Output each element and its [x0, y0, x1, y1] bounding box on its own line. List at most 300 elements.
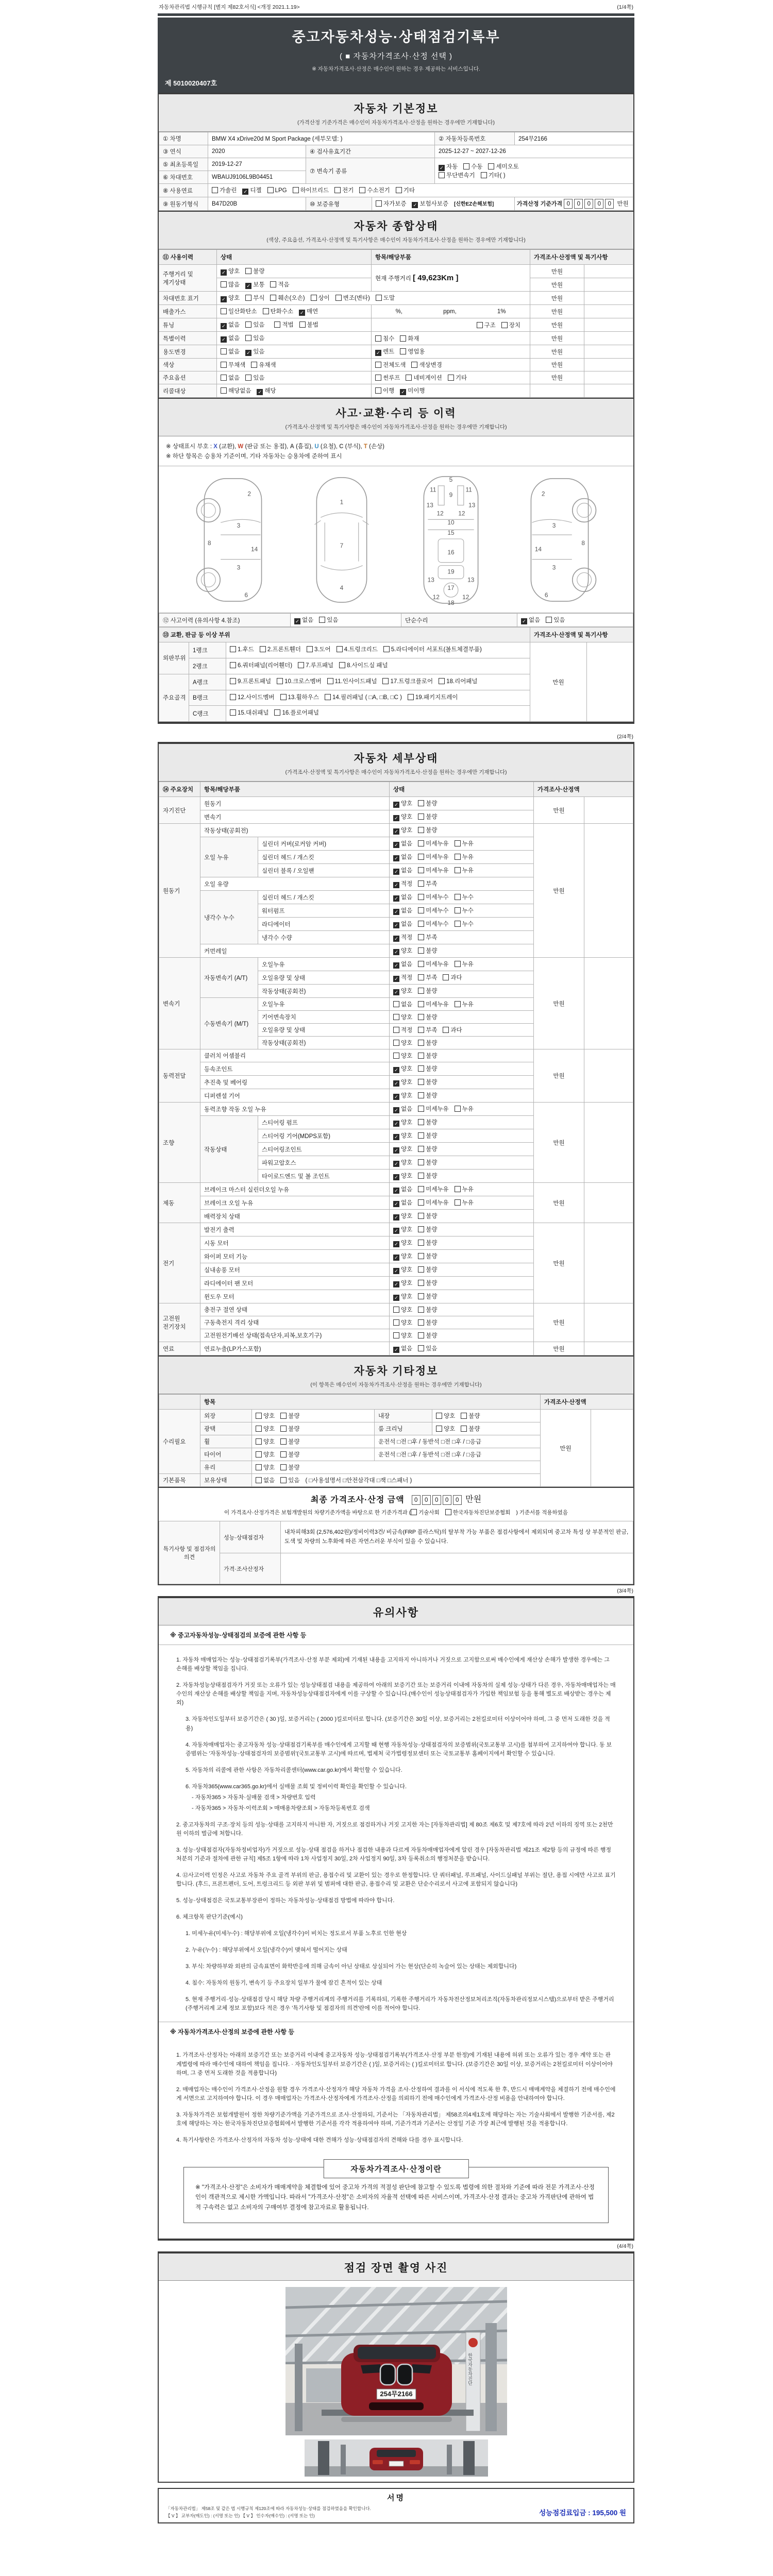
item-label: 오일유량 및 상태	[258, 971, 390, 985]
checkbox[interactable]	[418, 854, 424, 860]
checkbox[interactable]	[245, 375, 251, 381]
blank-cell	[584, 824, 633, 958]
tuning-checks	[217, 318, 372, 332]
checkbox-label: 도말	[383, 295, 395, 301]
checkbox[interactable]: ✓	[400, 389, 406, 395]
checkbox[interactable]: ✓	[521, 618, 527, 624]
checkbox[interactable]	[455, 907, 461, 913]
checkbox[interactable]	[376, 295, 382, 301]
checkbox[interactable]	[461, 1413, 467, 1419]
checkbox[interactable]: ✓	[412, 202, 418, 208]
price-digit: 0	[422, 1495, 431, 1505]
checkbox[interactable]: ✓	[393, 882, 399, 888]
checkbox[interactable]: ✓	[393, 1080, 399, 1087]
inspection-period-value: 2025-12-27 ~ 2027-12-26	[435, 145, 633, 158]
table-row	[159, 292, 633, 305]
checkbox[interactable]	[418, 1014, 424, 1020]
price-survey-definition-title: 자동차가격조사·산정이란	[323, 2159, 468, 2178]
checkbox[interactable]: ✓	[393, 1228, 399, 1234]
price-cell: 만원	[534, 824, 584, 958]
checkbox[interactable]	[335, 295, 342, 301]
checkbox[interactable]	[375, 335, 381, 342]
checkbox-label: 자동	[446, 164, 458, 170]
notice-band	[159, 1598, 633, 1625]
checkbox[interactable]	[256, 1451, 262, 1458]
checkbox[interactable]	[280, 1426, 287, 1432]
checkbox[interactable]	[256, 1464, 262, 1470]
status-checks	[390, 1024, 534, 1037]
checkbox[interactable]	[230, 694, 236, 700]
checkbox[interactable]	[327, 678, 333, 684]
checkbox[interactable]	[383, 646, 390, 652]
checkbox[interactable]	[418, 947, 424, 954]
diagram-part-number: 13	[427, 576, 434, 584]
checkbox[interactable]	[260, 646, 266, 652]
checkbox-label: 기술사회	[418, 1510, 440, 1516]
checkbox[interactable]	[418, 1053, 424, 1059]
checkbox[interactable]	[280, 1464, 287, 1470]
checkbox-label: 적정	[401, 1027, 413, 1034]
checkbox[interactable]	[418, 1119, 424, 1125]
checkbox[interactable]: ✓	[393, 1241, 399, 1247]
checkbox-label: LPG	[275, 188, 287, 194]
emission-values: %, ppm, 1%	[372, 305, 530, 318]
checkbox[interactable]	[418, 894, 424, 900]
group-label: 동력전달	[159, 1049, 200, 1103]
checkbox[interactable]	[418, 1226, 424, 1232]
price-cell: 만원	[530, 318, 584, 332]
checkbox-label: 9.프론트패널	[238, 678, 272, 685]
checkbox[interactable]	[448, 375, 454, 381]
checkbox[interactable]	[455, 921, 461, 927]
checkbox[interactable]: ✓	[393, 869, 399, 875]
checkbox[interactable]	[418, 1001, 424, 1007]
checkbox[interactable]	[274, 321, 280, 328]
checkbox[interactable]	[455, 854, 461, 860]
checkbox[interactable]: ✓	[245, 283, 251, 289]
checkbox[interactable]	[375, 375, 381, 381]
checkbox[interactable]	[221, 281, 227, 287]
checkbox[interactable]: ✓	[393, 909, 399, 915]
checkbox[interactable]	[230, 678, 236, 684]
checkbox[interactable]	[298, 662, 304, 668]
price-cell: 만원	[534, 958, 584, 1049]
checkbox[interactable]	[445, 1509, 451, 1515]
checkbox[interactable]	[439, 678, 445, 684]
checkbox[interactable]	[418, 1213, 424, 1219]
checkbox[interactable]	[267, 187, 274, 193]
blank-cell	[584, 305, 633, 318]
checkbox[interactable]	[319, 617, 325, 623]
checkbox[interactable]	[393, 1001, 399, 1007]
item-label: 실린더 커버(로커암 커버)	[258, 837, 390, 851]
checkbox[interactable]	[245, 321, 251, 328]
checkbox[interactable]	[393, 1319, 399, 1326]
checkbox[interactable]: ✓	[393, 962, 399, 969]
price-unit: 만원	[617, 201, 629, 207]
checkbox[interactable]: ✓	[221, 336, 227, 343]
notice-item: 1. 가격조사·산정자는 아래의 보증기간 또는 보증거리 이내에 중고자동차 성능·상태점검기록부(가격조사·산정 부분 한정)에 기재된 내용에 허위 또는 오류가 있는 경우 계약 또는 관계법령에 따라 매수인에 대하여 책임을 집니다. · 자동차인도일부터 보증기간은 ( )일, 보증거리는 ( )킬로미터로 합니다. (보증기간은 30일 이상, 보증거리는 2천킬로미터 이상이어야 하며, 그 중 먼저 도래한 것을 적용합니다)	[176, 2052, 613, 2076]
checkbox[interactable]	[546, 617, 552, 623]
checkbox[interactable]	[418, 1040, 424, 1046]
checkbox[interactable]	[270, 295, 276, 301]
checkbox[interactable]	[256, 1413, 262, 1419]
diagram-part-number: 3	[552, 564, 556, 571]
checkbox-label: 불량	[426, 1040, 438, 1047]
checkbox[interactable]	[501, 322, 508, 328]
checkbox[interactable]	[280, 1413, 287, 1419]
checkbox[interactable]	[393, 1332, 399, 1338]
checkbox[interactable]	[256, 1438, 262, 1445]
status-checks	[390, 958, 534, 971]
row-label: 튜닝	[159, 318, 217, 332]
checkbox[interactable]: ✓	[245, 350, 251, 356]
insurer-note: [신한EZ손해보험]	[453, 201, 494, 207]
checkbox[interactable]	[418, 1079, 424, 1085]
checkbox[interactable]	[230, 662, 236, 668]
checkbox[interactable]	[393, 1053, 399, 1059]
checkbox-label: 누유	[462, 868, 474, 874]
table-row	[159, 318, 633, 332]
checkbox[interactable]	[418, 867, 424, 873]
col-header: 항목/해당부품	[372, 250, 530, 265]
checkbox[interactable]	[461, 1426, 467, 1432]
checkbox[interactable]	[280, 1451, 287, 1458]
checkbox-label: 누유	[462, 961, 474, 968]
checkbox-label: 양호	[401, 1240, 413, 1247]
notice-item: 5. 성능·상태점검은 국토교통부장관이 정하는 자동차성능·상태점검 방법에 따라야 합니다.	[176, 1897, 395, 1904]
checkbox[interactable]	[418, 827, 424, 833]
checkbox-label: 해당없음	[228, 388, 251, 394]
checkbox[interactable]	[436, 1426, 442, 1432]
checkbox-label: 있음	[253, 375, 265, 381]
checkbox[interactable]: ✓	[393, 855, 399, 861]
checkbox-label: 불량	[426, 1280, 438, 1287]
checkbox[interactable]: ✓	[393, 936, 399, 942]
checkbox[interactable]	[418, 1307, 424, 1313]
checkbox[interactable]	[418, 961, 424, 967]
checkbox[interactable]	[418, 1240, 424, 1246]
checkbox[interactable]: ✓	[393, 989, 399, 995]
checkbox[interactable]	[418, 1065, 424, 1072]
checkbox-label: 16.플로어패널	[282, 710, 319, 717]
checkbox[interactable]	[418, 921, 424, 927]
fuel-type-checks	[208, 184, 633, 197]
checkbox[interactable]	[477, 322, 483, 328]
checkbox[interactable]: ✓	[393, 802, 399, 808]
checkbox[interactable]	[221, 387, 227, 394]
checkbox[interactable]: ✓	[393, 1161, 399, 1167]
checkbox[interactable]	[280, 1477, 287, 1483]
accident-history-row	[159, 614, 633, 627]
checkbox[interactable]	[463, 163, 469, 170]
checkbox[interactable]	[230, 646, 236, 652]
checkbox[interactable]: ✓	[257, 389, 263, 395]
checkbox[interactable]: ✓	[393, 1214, 399, 1221]
checkbox[interactable]	[375, 387, 381, 394]
checkbox[interactable]	[251, 362, 257, 368]
checkbox[interactable]	[481, 172, 487, 178]
checkbox-label: 없음	[401, 1200, 413, 1207]
checkbox[interactable]	[406, 375, 412, 381]
rankB-items	[226, 690, 530, 706]
field-label: ⑩ 보증유형	[306, 197, 372, 211]
checkbox-label: 부족	[426, 935, 438, 941]
checkbox[interactable]	[418, 1293, 424, 1299]
checkbox[interactable]	[455, 894, 461, 900]
checkbox[interactable]	[334, 187, 341, 193]
checkbox[interactable]	[376, 200, 382, 207]
status-code-desc: (부식),	[343, 444, 364, 450]
checkbox[interactable]	[418, 907, 424, 913]
checkbox[interactable]	[337, 646, 343, 652]
checkbox[interactable]	[418, 1173, 424, 1179]
field-label: ④ 검사유효기간	[306, 145, 435, 158]
checkbox[interactable]	[418, 1345, 424, 1351]
checkbox[interactable]	[418, 814, 424, 820]
checkbox-label: 양호	[401, 988, 413, 995]
checkbox[interactable]	[263, 308, 269, 314]
checkbox[interactable]: ✓	[393, 1295, 399, 1301]
checkbox[interactable]	[418, 974, 424, 980]
checkbox-label: 불량	[426, 814, 438, 821]
checkbox[interactable]: ✓	[393, 1107, 399, 1113]
price-cell: 만원	[534, 797, 584, 824]
checkbox[interactable]	[418, 1159, 424, 1165]
status-checks	[390, 1170, 534, 1183]
checkbox[interactable]	[280, 1438, 287, 1445]
checkbox[interactable]	[212, 187, 218, 193]
checkbox-label: 불량	[468, 1426, 480, 1433]
checkbox[interactable]: ✓	[393, 828, 399, 835]
checkbox[interactable]: ✓	[221, 323, 227, 329]
price-cell: 만원	[530, 278, 584, 292]
subgroup-label: 오일 누유	[200, 837, 258, 877]
checkbox-label: 적정	[401, 935, 413, 941]
checkbox[interactable]	[455, 961, 461, 967]
checkbox[interactable]	[443, 1027, 449, 1033]
checkbox[interactable]: ✓	[375, 350, 381, 356]
checkbox[interactable]	[245, 295, 251, 301]
checkbox[interactable]: ✓	[393, 895, 399, 902]
wheel-position-text: 운전석 □전 □후 / 동반석 □전 □후 / □응급	[375, 1435, 541, 1448]
checkbox-label: 없음	[401, 841, 413, 848]
checkbox[interactable]	[325, 694, 331, 700]
checkbox-label: 불량	[426, 1093, 438, 1099]
checkbox[interactable]	[393, 1307, 399, 1313]
checkbox[interactable]	[375, 362, 381, 368]
item-label: 오일유량 및 상태	[258, 1024, 390, 1037]
checkbox-label: 불법	[307, 322, 318, 328]
final-price-digits	[412, 1493, 481, 1505]
checkbox[interactable]	[418, 1253, 424, 1259]
photos-section	[158, 2251, 634, 2483]
checkbox[interactable]	[418, 1280, 424, 1286]
checkbox[interactable]	[221, 308, 227, 314]
price-cell: 만원	[534, 1183, 584, 1223]
checkbox[interactable]	[221, 375, 227, 381]
checkbox[interactable]: ✓	[393, 1134, 399, 1140]
checkbox[interactable]	[230, 709, 236, 716]
checkbox[interactable]	[256, 1477, 262, 1483]
checkbox[interactable]	[455, 1106, 461, 1112]
checkbox[interactable]	[311, 295, 317, 301]
emission-checks	[217, 305, 372, 318]
checkbox[interactable]	[270, 281, 276, 287]
table-row	[159, 265, 633, 278]
item-label: 라디에이터	[258, 918, 390, 931]
checkbox-label: 없음	[401, 894, 413, 901]
table-row	[159, 1342, 633, 1355]
checkbox[interactable]	[299, 321, 306, 328]
checkbox[interactable]	[455, 1001, 461, 1007]
checkbox[interactable]	[418, 1027, 424, 1033]
overall-status-section	[158, 212, 634, 399]
diagram-part-number: 16	[447, 548, 455, 556]
checkbox[interactable]	[439, 172, 445, 178]
checkbox-label: 없음	[401, 921, 413, 928]
checkbox-label: 미세누유	[426, 868, 449, 874]
checkbox[interactable]: ✓	[393, 1347, 399, 1353]
checkbox[interactable]: ✓	[393, 1121, 399, 1127]
legend-prefix: ※ 상태표시 부호 :	[166, 444, 214, 450]
checkbox[interactable]	[418, 1146, 424, 1152]
item-label: 실린더 블록 / 오일팬	[258, 864, 390, 877]
checkbox[interactable]	[221, 362, 227, 368]
checkbox[interactable]	[418, 1319, 424, 1326]
blank-cell	[530, 384, 584, 398]
checkbox[interactable]	[293, 187, 299, 193]
status-checks	[390, 1303, 534, 1316]
checkbox[interactable]	[277, 678, 283, 684]
checkbox-label: 양호	[401, 1320, 413, 1327]
checkbox[interactable]: ✓	[393, 976, 399, 982]
checkbox[interactable]	[418, 880, 424, 887]
checkbox[interactable]	[455, 840, 461, 846]
checkbox[interactable]: ✓	[439, 165, 445, 171]
subgroup-label: 수동변속기 (M/T)	[200, 998, 258, 1049]
checkbox[interactable]: ✓	[221, 269, 227, 276]
checkbox[interactable]	[274, 709, 280, 716]
checkbox[interactable]: ✓	[393, 1094, 399, 1100]
table-row	[159, 184, 633, 197]
checkbox-label: 없음	[228, 335, 240, 342]
checkbox[interactable]: ✓	[242, 189, 248, 195]
inspector-label: 성능·상태점검자	[220, 1521, 281, 1553]
checkbox[interactable]: ✓	[221, 296, 227, 302]
checkbox[interactable]: ✓	[393, 1174, 399, 1180]
checkbox[interactable]	[418, 934, 424, 940]
checkbox[interactable]	[488, 163, 494, 170]
item-label: 작동상태(공회전)	[200, 824, 390, 837]
blank-cell	[584, 1223, 633, 1303]
checkbox[interactable]	[436, 1413, 442, 1419]
checkbox[interactable]	[245, 268, 251, 274]
checkbox[interactable]: ✓	[393, 922, 399, 928]
checkbox[interactable]: ✓	[393, 949, 399, 955]
checkbox[interactable]	[411, 1509, 417, 1515]
checkbox[interactable]	[455, 867, 461, 873]
detail-title: 자동차 세부상태	[354, 753, 439, 765]
notice-item: 2. 중고자동차의 구조·장치 등의 성능·상태를 고지하지 아니한 자, 거짓으로 점검하거나 거짓 고지한 자는 [자동차관리법] 제 80조 제6호 및 제7호에 따라 2년 이하의 징역 또는 2천만원 이하의 벌금에 처합니다.	[176, 1821, 613, 1837]
checkbox[interactable]: ✓	[393, 1067, 399, 1073]
checkbox-label: 없음	[263, 1478, 275, 1484]
checkbox[interactable]	[393, 1027, 399, 1033]
checkbox[interactable]	[400, 348, 406, 354]
col-header: ⑬ 교환, 판금 등 이상 부위	[159, 628, 530, 642]
checkbox[interactable]	[418, 1199, 424, 1206]
checkbox[interactable]: ✓	[393, 1255, 399, 1261]
checkbox[interactable]	[339, 662, 345, 668]
checkbox-label: 양호	[401, 1079, 413, 1086]
checkbox[interactable]	[418, 1266, 424, 1273]
checkbox[interactable]	[443, 974, 449, 980]
checkbox[interactable]	[418, 1332, 424, 1338]
checkbox[interactable]	[256, 1426, 262, 1432]
notice-heading-1: ※ 중고자동차성능·상태점검의 보증에 관한 사항 등	[159, 1625, 633, 1645]
checkbox[interactable]	[411, 362, 417, 368]
checkbox-label: 양호	[401, 1146, 413, 1153]
checkbox[interactable]: ✓	[393, 1147, 399, 1154]
checkbox[interactable]	[280, 694, 287, 700]
checkbox[interactable]	[359, 187, 365, 193]
checkbox-label: 양호	[263, 1452, 275, 1459]
checkbox[interactable]	[418, 1186, 424, 1192]
checkbox[interactable]: ✓	[393, 1188, 399, 1194]
checkbox[interactable]: ✓	[294, 618, 300, 624]
checkbox[interactable]	[408, 694, 414, 700]
status-code-desc: (판금 또는 용접),	[243, 444, 290, 450]
table-row	[159, 1183, 633, 1196]
checkbox[interactable]	[221, 348, 227, 354]
checkbox[interactable]	[400, 335, 406, 342]
price-cell: 만원	[530, 265, 584, 278]
blank-cell	[584, 1103, 633, 1183]
checkbox[interactable]: ✓	[393, 1201, 399, 1207]
checkbox[interactable]	[396, 187, 402, 193]
checkbox-label: 불량	[253, 268, 265, 275]
status-checks	[390, 1196, 534, 1210]
inspection-photo-rear	[305, 2439, 488, 2477]
checkbox[interactable]: ✓	[393, 1281, 399, 1287]
checkbox[interactable]	[393, 1040, 399, 1046]
checkbox[interactable]	[245, 335, 251, 341]
recall-checks	[217, 384, 372, 398]
checkbox[interactable]	[418, 1106, 424, 1112]
checkbox[interactable]	[455, 1186, 461, 1192]
status-code-letter: U	[314, 444, 319, 450]
notice-item: 1. 자동차 매매업자는 성능·상태점검기록부(가격조사·산정 부분 제외)에 기재된 내용을 고지하지 아니하거나 거짓으로 고지함으로써 매수인에게 재산상 손해가 발생한 경우에는 그 손해를 배상할 책임을 집니다.	[176, 1657, 610, 1672]
checkbox[interactable]	[418, 840, 424, 846]
checkbox[interactable]	[418, 988, 424, 994]
checkbox[interactable]: ✓	[393, 815, 399, 821]
checkbox-label: 불량	[426, 1146, 438, 1153]
status-checks	[390, 1290, 534, 1303]
checkbox[interactable]: ✓	[393, 1268, 399, 1274]
price-cell: 만원	[534, 1303, 584, 1342]
checkbox[interactable]	[393, 1014, 399, 1020]
checkbox[interactable]	[307, 646, 313, 652]
checkbox[interactable]	[418, 1092, 424, 1098]
first-registration-value: 2019-12-27	[208, 158, 306, 171]
checkbox[interactable]: ✓	[299, 310, 305, 316]
checkbox[interactable]	[418, 1132, 424, 1139]
checkbox[interactable]	[418, 800, 424, 806]
checkbox[interactable]: ✓	[393, 842, 399, 848]
checkbox[interactable]	[382, 678, 389, 684]
price-cell: 만원	[530, 371, 584, 384]
checkbox[interactable]	[455, 1199, 461, 1206]
